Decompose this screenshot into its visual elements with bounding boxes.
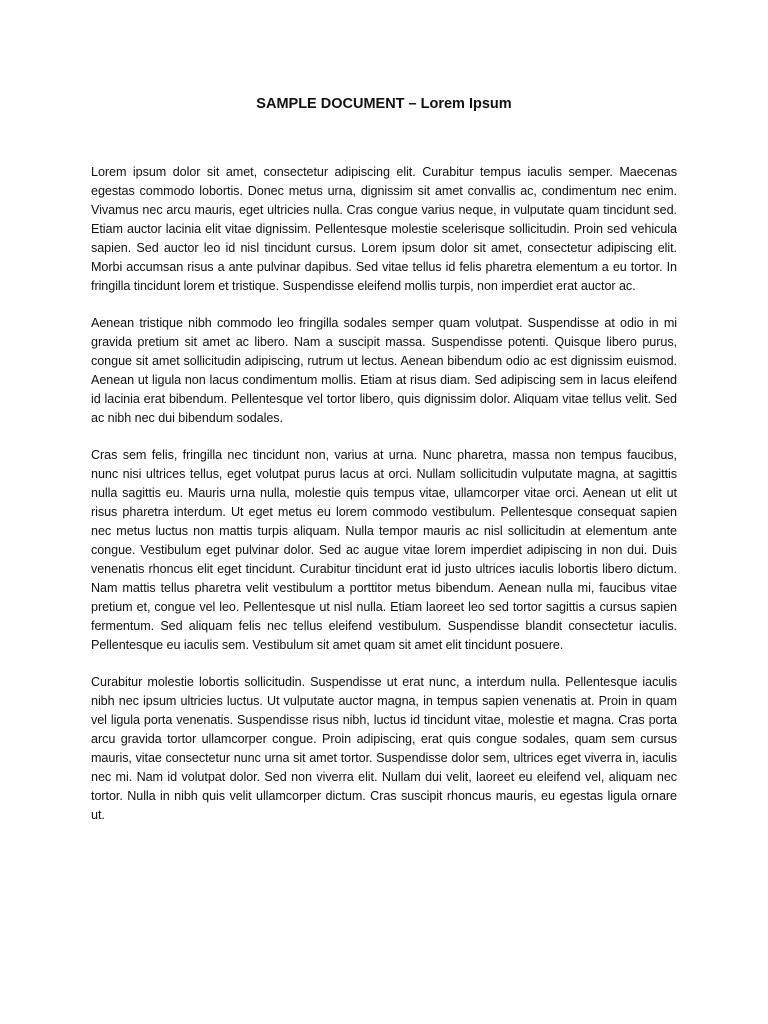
- body-paragraph-1: Lorem ipsum dolor sit amet, consectetur adipiscing elit. Curabitur tempus iaculis semper. Maecenas egestas commodo lobortis. Donec metus urna, dignissim sit amet convallis ac, condimentum nec enim. Vivamus nec arcu mauris, eget ultricies nulla. Cras congue varius neque, in vulputate quam tincidunt sed. Etiam auctor lacinia elit vitae dignissim. Pellentesque molestie scelerisque sollicitudin. Proin sed vehicula sapien. Sed auctor leo id nisl tincidunt cursus. Lorem ipsum dolor sit amet, consectetur adipiscing elit. Morbi accumsan risus a ante pulvinar dapibus. Sed vitae tellus id felis pharetra elementum a eu tortor. In fringilla tincidunt lorem et tristique. Suspendisse eleifend mollis turpis, non imperdiet erat auctor ac.: [91, 165, 677, 293]
- body-paragraph-2: Aenean tristique nibh commodo leo fringilla sodales semper quam volutpat. Suspendisse at odio in mi gravida pretium sit amet ac libero. Nam a suscipit massa. Suspendisse potenti. Quisque libero purus, congue sit amet sollicitudin adipiscing, rutrum ut lectus. Aenean bibendum odio ac est dignissim euismod. Aenean ut ligula non lacus condimentum mollis. Etiam at risus diam. Sed adipiscing sem in lacus eleifend id lacinia erat bibendum. Pellentesque vel tortor libero, quis dignissim dolor. Aliquam vitae tellus velit. Sed ac nibh nec dui bibendum sodales.: [91, 316, 677, 425]
- body-paragraph-4: Curabitur molestie lobortis sollicitudin. Suspendisse ut erat nunc, a interdum nulla. Pellentesque iaculis nibh nec ipsum ultricies luctus. Ut vulputate auctor magna, in tempus sapien venenatis at. Proin in quam vel ligula porta venenatis. Suspendisse risus nibh, luctus id tincidunt vitae, molestie et magna. Cras porta arcu gravida tortor ullamcorper congue. Proin adipiscing, erat quis congue sodales, quam sem cursus mauris, vitae consectetur nunc urna sit amet tortor. Suspendisse dolor sem, ultrices eget viverra in, iaculis nec mi. Nam id volutpat dolor. Sed non viverra elit. Nullam dui velit, laoreet eu eleifend vel, aliquam nec tortor. Nulla in nibh quis velit ullamcorper dictum. Cras suscipit rhoncus mauris, eu egestas ligula ornare ut.: [91, 675, 677, 822]
- body-paragraph-3: Cras sem felis, fringilla nec tincidunt non, varius at urna. Nunc pharetra, massa non tempus faucibus, nunc nisi ultrices tellus, eget volutpat purus lacus at orci. Nullam sollicitudin vulputate magna, at sagittis nulla sagittis eu. Mauris urna nulla, molestie quis tempus vitae, ullamcorper vitae orci. Aenean ut elit ut risus pharetra interdum. Ut eget metus eu lorem commodo vestibulum. Pellentesque consequat sapien nec metus luctus non mattis turpis aliquam. Nulla tempor mauris ac nisl sollicitudin at elementum ante congue. Vestibulum eget pulvinar dolor. Sed ac augue vitae lorem imperdiet adipiscing in non dui. Duis venenatis rhoncus elit eget tincidunt. Curabitur tincidunt erat id justo ultrices iaculis lobortis libero dictum. Nam mattis tellus pharetra velit vestibulum a porttitor metus bibendum. Aenean nulla mi, faucibus vitae pretium et, congue vel leo. Pellentesque ut nisl nulla. Etiam laoreet leo sed tortor sagittis a cursus sapien fermentum. Sed aliquam felis nec tellus eleifend vestibulum. Suspendisse blandit consectetur iaculis. Pellentesque eu iaculis sem. Vestibulum sit amet quam sit amet elit tincidunt posuere.: [91, 448, 677, 652]
- document-title: SAMPLE DOCUMENT – Lorem Ipsum: [256, 96, 512, 112]
- document-body: [91, 163, 677, 843]
